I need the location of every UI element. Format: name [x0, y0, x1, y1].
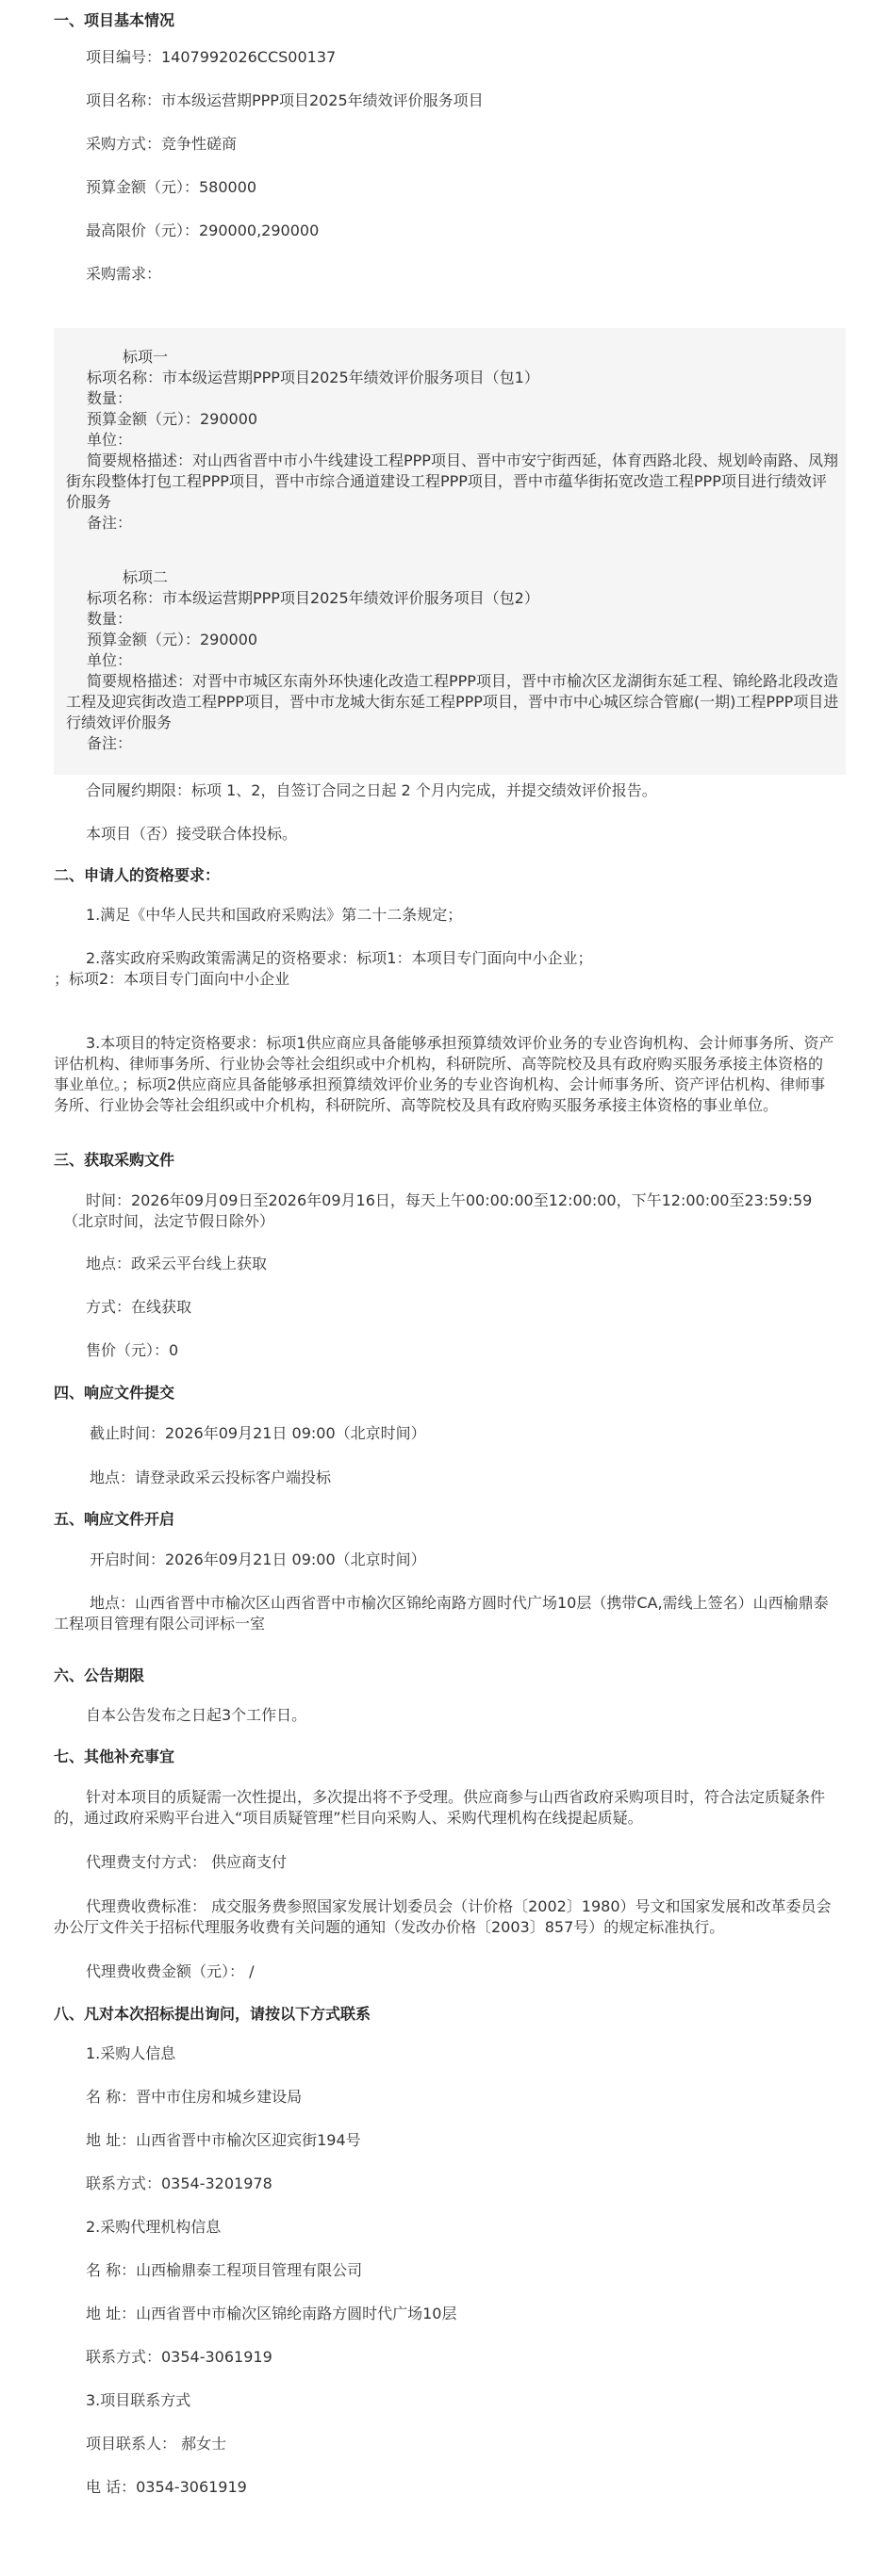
max-price: 最高限价（元）：290000,290000	[86, 222, 320, 239]
section-4-heading: 四、响应文件提交	[54, 1384, 175, 1402]
agency-fee-standard: 代理费收费标准： 成交服务费参照国家发展计划委员会（计价格〔2002〕1980）号文和国家发展和改革委员会办公厅文件关于招标代理服务收费有关问题的通知（发改办价格〔2003〕857号）的规定标准执行。	[54, 1897, 832, 1936]
requirement-2-line-2: ；标项2：本项目专门面向中小企业	[54, 970, 290, 988]
section-7-heading: 七、其他补充事宜	[54, 1747, 175, 1765]
lot-1-note: 备注：	[87, 514, 133, 532]
opening-place: 地点：山西省晋中市榆次区山西省晋中市榆次区锦纶南路方圆时代广场10层（携带CA,需线上签名）山西榆鼎泰工程项目管理有限公司评标一室	[54, 1594, 829, 1633]
agent-address: 地 址：山西省晋中市榆次区锦纶南路方圆时代广场10层	[86, 2305, 457, 2322]
section-2-heading: 二、申请人的资格要求：	[54, 866, 221, 884]
lot-2-unit: 单位：	[87, 651, 133, 669]
lot-2-note: 备注：	[87, 734, 133, 752]
lot-1-budget: 预算金额（元）：290000	[87, 410, 258, 428]
agency-fee-amount: 代理费收费金额（元）： /	[86, 1962, 255, 1980]
lot-1-description: 简要规格描述：对山西省晋中市小牛线建设工程PPP项目、晋中市安宁街西延，体育西路北段、规划岭南路、凤翔街东段整体打包工程PPP项目，晋中市综合通道建设工程PPP项目，晋中市蕴华街拓宽改造工程PPP项目进行绩效评价服务	[66, 451, 838, 511]
lots-panel	[54, 328, 846, 775]
procurement-needs: 采购需求：	[86, 265, 162, 283]
lot-2-name: 标项名称：市本级运营期PPP项目2025年绩效评价服务项目（包2）	[87, 589, 539, 607]
buyer-info-title: 1.采购人信息	[86, 2044, 176, 2062]
lot-2-description: 简要规格描述：对晋中市城区东南外环快速化改造工程PPP项目，晋中市榆次区龙湖街东延工程、锦纶路北段改造工程及迎宾街改造工程PPP项目，晋中市龙城大街东延工程PPP项目，晋中市中心城区综合管廊(一期)工程PPP项目进行绩效评价服务	[66, 672, 839, 731]
project-contact-title: 3.项目联系方式	[86, 2391, 191, 2409]
lot-1-unit: 单位：	[87, 431, 133, 449]
section-6-heading: 六、公告期限	[54, 1666, 145, 1684]
agent-info-title: 2.采购代理机构信息	[86, 2218, 222, 2236]
project-contact-phone: 电 话：0354-3061919	[86, 2478, 247, 2496]
lot-1-quantity: 数量：	[87, 389, 133, 407]
lot-1-name: 标项名称：市本级运营期PPP项目2025年绩效评价服务项目（包1）	[87, 369, 539, 386]
agent-phone: 联系方式：0354-3061919	[86, 2348, 272, 2366]
lot-1-title: 标项一	[123, 348, 169, 366]
buyer-phone: 联系方式：0354-3201978	[86, 2174, 272, 2192]
contract-period: 合同履约期限：标项 1、2，自签订合同之日起 2 个月内完成，并提交绩效评价报告。	[86, 781, 657, 799]
lot-2-title: 标项二	[123, 568, 169, 586]
section-8-heading: 八、凡对本次招标提出询问，请按以下方式联系	[54, 2005, 371, 2023]
requirement-3: 3.本项目的特定资格要求：标项1供应商应具备能够承担预算绩效评价业务的专业咨询机构、会计师事务所、资产评估机构、律师事务所、行业协会等社会组织或中介机构，科研院所、高等院校及具有政府购买服务承接主体资格的事业单位。；标项2供应商应具备能够承担预算绩效评价业务的专业咨询机构、会计师事务所、资产评估机构、律师事务所、行业协会等社会组织或中介机构，科研院所、高等院校及具有政府购买服务承接主体资格的事业单位。	[54, 1034, 834, 1114]
section-1-heading: 一、项目基本情况	[54, 11, 175, 29]
obtain-place: 地点：政采云平台线上获取	[86, 1255, 268, 1272]
agency-fee-payment: 代理费支付方式： 供应商支付	[86, 1853, 288, 1871]
project-number: 项目编号：1407992026CCS00137	[86, 48, 337, 66]
submission-deadline: 截止时间：2026年09月21日 09:00（北京时间）	[90, 1424, 426, 1442]
project-contact-person: 项目联系人： 郝女士	[86, 2435, 227, 2453]
lot-2-budget: 预算金额（元）：290000	[87, 631, 258, 648]
procurement-method: 采购方式：竞争性磋商	[86, 135, 238, 153]
complaint-rules: 针对本项目的质疑需一次性提出，多次提出将不予受理。供应商参与山西省政府采购项目时，符合法定质疑条件的，通过政府采购平台进入“项目质疑管理”栏目向采购人、采购代理机构在线提起质疑。	[54, 1788, 826, 1827]
requirement-1: 1.满足《中华人民共和国政府采购法》第二十二条规定；	[86, 906, 463, 924]
section-3-heading: 三、获取采购文件	[54, 1151, 175, 1169]
budget-amount: 预算金额（元）：580000	[86, 178, 257, 196]
obtain-time: 时间：2026年09月09日至2026年09月16日，每天上午00:00:00至12:00:00，下午12:00:00至23:59:59（北京时间，法定节假日除外）	[63, 1191, 813, 1230]
project-name: 项目名称：市本级运营期PPP项目2025年绩效评价服务项目	[86, 91, 484, 109]
buyer-name: 名 称：晋中市住房和城乡建设局	[86, 2088, 303, 2106]
document-price: 售价（元）：0	[86, 1341, 179, 1359]
opening-time: 开启时间：2026年09月21日 09:00（北京时间）	[90, 1551, 426, 1568]
section-5-heading: 五、响应文件开启	[54, 1510, 175, 1528]
obtain-way: 方式：在线获取	[86, 1298, 192, 1316]
buyer-address: 地 址：山西省晋中市榆次区迎宾街194号	[86, 2131, 361, 2149]
agent-name: 名 称：山西榆鼎泰工程项目管理有限公司	[86, 2261, 363, 2279]
requirement-2-line-1: 2.落实政府采购政策需满足的资格要求：标项1：本项目专门面向中小企业；	[86, 949, 593, 967]
notice-period: 自本公告发布之日起3个工作日。	[86, 1706, 307, 1724]
submission-place: 地点：请登录政采云投标客户端投标	[90, 1468, 332, 1486]
lot-2-quantity: 数量：	[87, 610, 133, 628]
consortium-note: 本项目（否）接受联合体投标。	[86, 825, 298, 843]
